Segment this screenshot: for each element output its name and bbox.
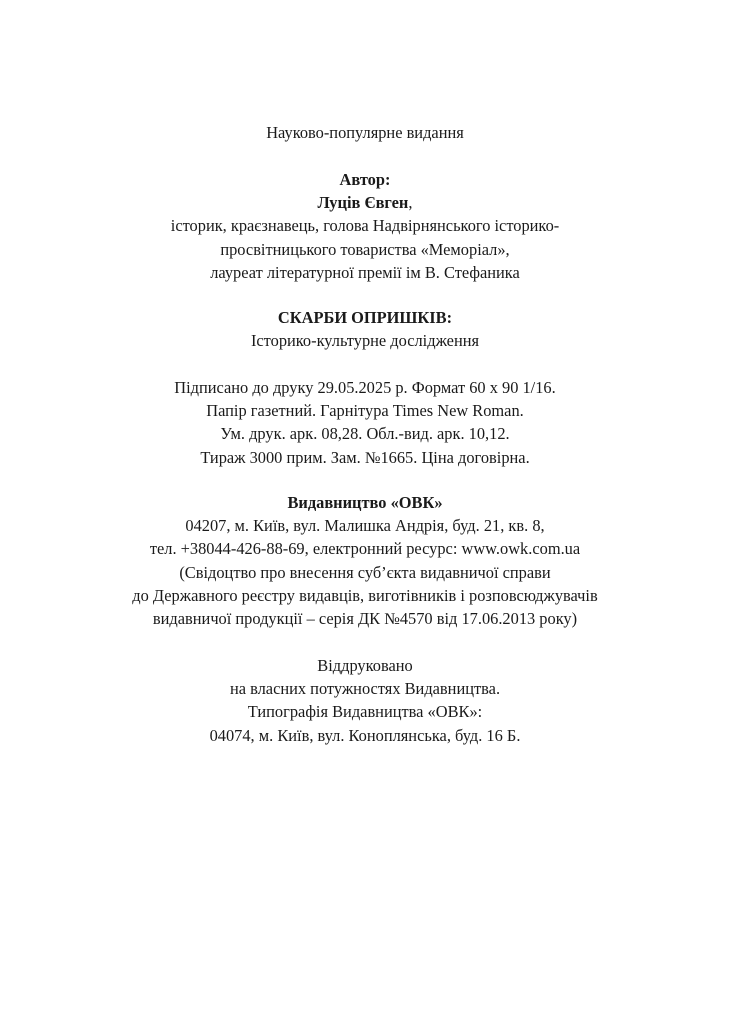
author-name-suffix: , bbox=[408, 193, 413, 213]
publisher-line: до Державного реєстру видавців, виготівників і розповсюджувачів bbox=[132, 585, 598, 605]
author-bio-line: історик, краєзнавець, голова Надвірнянського історико- bbox=[170, 216, 560, 236]
edition-type: Науково-популярне видання bbox=[266, 123, 464, 142]
author-name-line bbox=[0, 191, 730, 214]
publisher-section bbox=[0, 491, 730, 630]
publisher-name: Видавництво «ОВК» bbox=[287, 493, 443, 512]
book-title: СКАРБИ ОПРИШКІВ: bbox=[277, 308, 453, 327]
publisher-line: 04207, м. Київ, вул. Малишка Андрія, буд. 21, кв. 8, bbox=[185, 516, 545, 536]
print-detail-line: Підписано до друку 29.05.2025 р. Формат 60 х 90 1/16. bbox=[174, 378, 556, 397]
publisher-line: видавничої продукції – серія ДК №4570 від 17.06.2013 року) bbox=[152, 609, 578, 629]
publisher-line: (Свідоцтво про внесення суб’єкта видавничої справи bbox=[179, 562, 551, 582]
book-title-section bbox=[0, 306, 730, 352]
print-detail-line: Папір газетний. Гарнітура Times New Roman. bbox=[206, 401, 524, 421]
printing-house-section bbox=[0, 654, 730, 747]
print-detail-line: Тираж 3000 прим. Зам. №1665. Ціна договірна. bbox=[200, 447, 530, 467]
book-subtitle: Історико-культурне дослідження bbox=[250, 331, 480, 351]
printed-line: Типографія Видавництва «ОВК»: bbox=[247, 702, 483, 722]
author-section bbox=[0, 168, 730, 284]
printed-line: 04074, м. Київ, вул. Коноплянська, буд. 16 Б. bbox=[209, 725, 521, 745]
print-details-section bbox=[0, 376, 730, 469]
publisher-line: тел. +38044-426-88-69, електронний ресурс: www.owk.com.ua bbox=[149, 539, 581, 559]
printed-line: на власних потужностях Видавництва. bbox=[229, 679, 501, 699]
edition-type-section bbox=[0, 121, 730, 144]
print-detail-line: Ум. друк. арк. 08,28. Обл.-вид. арк. 10,12. bbox=[220, 424, 510, 444]
author-name: Луців Євген bbox=[317, 193, 409, 213]
author-heading: Автор: bbox=[339, 170, 391, 189]
author-bio-line: просвітницького товариства «Меморіал», bbox=[220, 239, 510, 259]
author-bio-line: лауреат літературної премії ім В. Стефаника bbox=[210, 262, 520, 282]
printed-line: Віддруковано bbox=[317, 656, 413, 675]
